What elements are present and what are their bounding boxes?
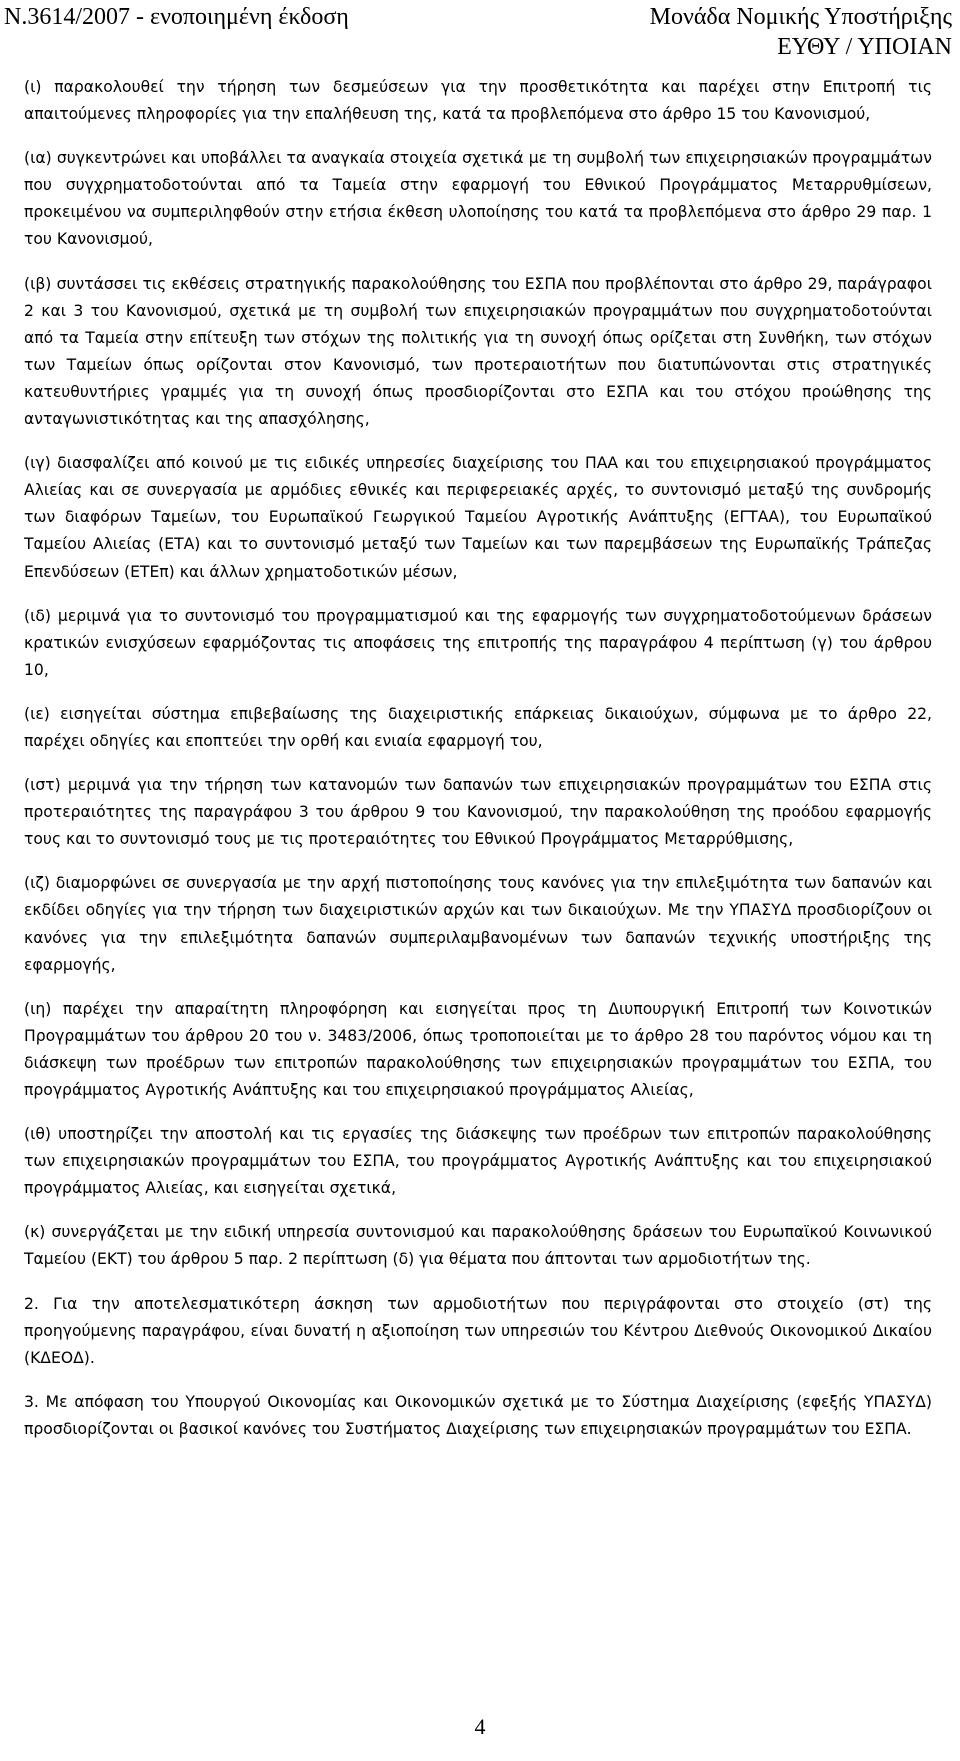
legal-unit-header: [650, 2, 952, 62]
clause-iz: (ιζ) διαμορφώνει σε συνεργασία με την αρχή πιστοποίησης τους κανόνες για την επιλεξιμότητα των δαπανών και εκδίδει οδηγίες για την τήρηση των διαχειριστικών αρχών και των δικαιούχων. Με την ΥΠΑΣΥΔ προσδιορίζουν οι κανόνες για την επιλεξιμότητα δαπανών συμπεριλαμβανομένων των δαπανών τεχνικής υποστήριξης της εφαρμογής,: [24, 874, 932, 974]
document-body: [24, 74, 932, 1460]
legal-unit-name: Μονάδα Νομικής Υποστήριξης: [649, 4, 952, 30]
clause-ith: (ιθ) υποστηρίζει την αποστολή και τις εργασίες της διάσκεψης των προέδρων των επιτροπών παρακολούθησης των επιχειρησιακών προγραμμάτων του ΕΣΠΑ, του προγράμματος Αγροτικής Ανάπτυξης και του επιχειρησιακού προγράμματος Αλιείας, και εισηγείται σχετικά,: [24, 1125, 932, 1198]
clause-ig: (ιγ) διασφαλίζει από κοινού με τις ειδικές υπηρεσίες διαχείρισης του ΠΑΑ και του επιχειρησιακού προγράμματος Αλιείας και σε συνεργασία με αρμόδιες εθνικές και περιφερειακές αρχές, το συντονισμό μεταξύ της συνδρομής των διαφόρων Ταμείων, του Ευρωπαϊκού Γεωργικού Ταμείου Αγροτικής Ανάπτυξης (ΕΓΤΑΑ), του Ευρωπαϊκού Ταμείου Αλιείας (ΕΤΑ) και το συντονισμό μεταξύ των Ταμείων και των παρεμβάσεων της Ευρωπαϊκής Τράπεζας Επενδύσεων (ΕΤΕπ) και άλλων χρηματοδοτικών μέσων,: [24, 454, 932, 581]
clause-i: (ι) παρακολουθεί την τήρηση των δεσμεύσεων για την προσθετικότητα και παρέχει στην Επιτροπή τις απαιτούμενες πληροφορίες για την επαλήθευση της, κατά τα προβλεπόμενα στο άρθρο 15 του Κανονισμού,: [24, 78, 932, 124]
clause-id: (ιδ) μεριμνά για το συντονισμό του προγραμματισμού και της εφαρμογής των συγχρηματοδοτούμενων δράσεων κρατικών ενισχύσεων εφαρμόζοντας τις αποφάσεις της επιτροπής της παραγράφου 4 περίπτωση (γ) του άρθρου 10,: [24, 606, 932, 679]
clause-ie: (ιε) εισηγείται σύστημα επιβεβαίωσης της διαχειριστικής επάρκειας δικαιούχων, σύμφωνα με το άρθρο 22, παρέχει οδηγίες και εποπτεύει την ορθή και ενιαία εφαρμογή του,: [24, 704, 932, 750]
clause-ia: (ια) συγκεντρώνει και υποβάλλει τα αναγκαία στοιχεία σχετικά με τη συμβολή των επιχειρησιακών προγραμμάτων που συγχρηματοδοτούνται από τα Ταμεία στην εφαρμογή του Εθνικού Προγράμματος Μεταρρυθμίσεων, προκειμένου να συμπεριληφθούν στην ετήσια έκθεση υλοποίησης του κατά τα προβλεπόμενα στο άρθρο 29 παρ. 1 του Κανονισμού,: [24, 149, 932, 249]
clause-ib: (ιβ) συντάσσει τις εκθέσεις στρατηγικής παρακολούθησης του ΕΣΠΑ που προβλέπονται στο άρθρο 29, παράγραφοι 2 και 3 του Κανονισμού, σχετικά με τη συμβολή των επιχειρησιακών προγραμμάτων που συγχρηματοδοτούνται από τα Ταμεία στην επίτευξη των στόχων της πολιτικής για τη συνοχή όπως ορίζεται στη Συνθήκη, των στόχων των Ταμείων όπως ορίζονται στον Κανονισμό, των προτεραιοτήτων που διατυπώνονται στις στρατηγικές κατευθυντήριες γραμμές για τη συνοχή όπως προσδιορίζονται στο ΕΣΠΑ και του στόχου προώθησης της ανταγωνιστικότητας και της απασχόλησης,: [24, 274, 932, 429]
law-title: Ν.3614/2007 - ενοποιημένη έκδοση: [4, 4, 349, 30]
clause-ih: (ιη) παρέχει την απαραίτητη πληροφόρηση και εισηγείται προς τη Διυπουργική Επιτροπή των Κοινοτικών Προγραμμάτων του άρθρου 20 του ν. 3483/2006, όπως τροποποιείται με το άρθρο 28 του παρόντος νόμου και τη διάσκεψη των προέδρων των επιτροπών παρακολούθησης των επιχειρησιακών προγραμμάτων του ΕΣΠΑ, του προγράμματος Αγροτικής Ανάπτυξης και του επιχειρησιακού προγράμματος Αλιείας,: [24, 999, 932, 1099]
paragraph-2: 2. Για την αποτελεσματικότερη άσκηση των αρμοδιοτήτων που περιγράφονται στο στοιχείο (στ) της προηγούμενης παραγράφου, είναι δυνατή η αξιοποίηση των υπηρεσιών του Κέντρου Διεθνούς Οικονομικού Δικαίου (ΚΔΕΟΔ).: [24, 1294, 932, 1367]
clause-ist: (ιστ) μεριμνά για την τήρηση των κατανομών των δαπανών των επιχειρησιακών προγραμμάτων του ΕΣΠΑ στις προτεραιότητες της παραγράφου 3 του άρθρου 9 του Κανονισμού, την παρακολούθηση της προόδου εφαρμογής τους και το συντονισμό τους με τις προτεραιότητες του Εθνικού Προγράμματος Μεταρρύθμισης,: [24, 776, 932, 849]
paragraph-3: 3. Με απόφαση του Υπουργού Οικονομίας και Οικονομικών σχετικά με το Σύστημα Διαχείρισης (εφεξής ΥΠΑΣΥΔ) προσδιορίζονται οι βασικοί κανόνες του Συστήματος Διαχείρισης των επιχειρησιακών προγραμμάτων του ΕΣΠΑ.: [24, 1392, 932, 1438]
clause-k: (κ) συνεργάζεται με την ειδική υπηρεσία συντονισμού και παρακολούθησης δράσεων του Ευρωπαϊκού Κοινωνικού Ταμείου (ΕΚΤ) του άρθρου 5 παρ. 2 περίπτωση (δ) για θέματα που άπτονται των αρμοδιοτήτων της.: [24, 1223, 932, 1269]
legal-unit-code: ΕΥΘΥ / ΥΠΟΙΑΝ: [777, 34, 952, 60]
page-number: 4: [474, 1714, 486, 1739]
